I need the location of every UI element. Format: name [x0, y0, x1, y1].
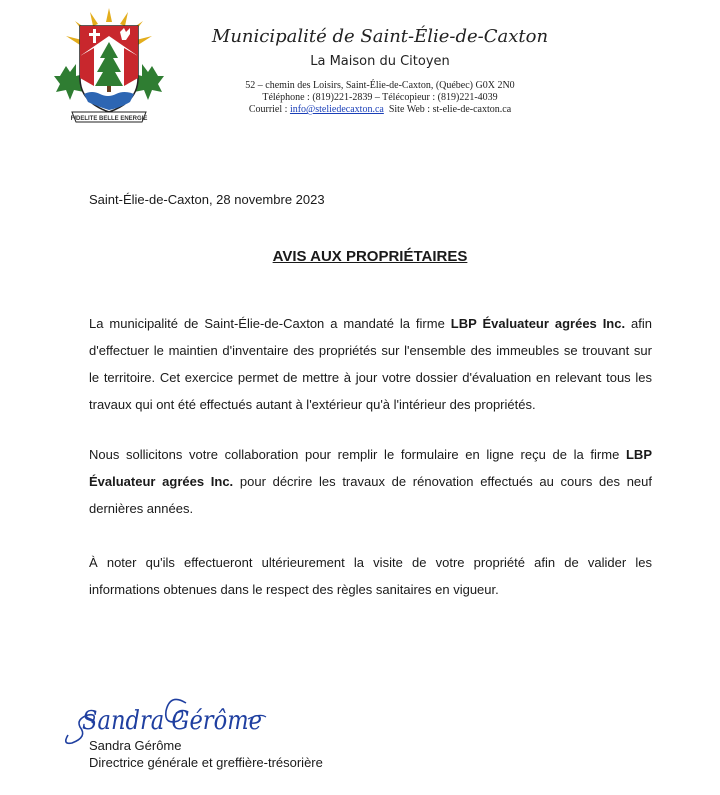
crest-svg — [50, 6, 168, 126]
phone-line: Téléphone : (819)221-2839 – Télécopieur : (819)221-4039 — [262, 92, 498, 103]
website-text: st-elie-de-caxton.ca — [432, 104, 512, 115]
website-label: Site Web : — [388, 104, 431, 115]
tree-trunk — [107, 86, 111, 92]
p1-text-before: La municipalité de Saint-Élie-de-Caxton a mandaté la firme — [89, 316, 445, 331]
address-line: 52 – chemin des Loisirs, Saint-Élie-de-Caxton, (Québec) G0X 2N0 — [245, 80, 515, 91]
signatory-role: Directrice générale et greffière-trésorière — [89, 755, 323, 770]
paragraph-visit: À noter qu'ils effectueront ultérieurement la visite de votre propriété afin de valider les informations obtenues dans le respect des règles sanitaires en vigueur. — [89, 555, 652, 597]
signatory-name: Sandra Gérôme — [89, 738, 182, 753]
cross-horizontal — [89, 33, 100, 36]
letter-date: Saint-Élie-de-Caxton, 28 novembre 2023 — [89, 192, 325, 207]
firm-name: LBP Évaluateur agrées Inc. — [450, 316, 626, 331]
email-link[interactable]: info@steliedecaxton.ca — [289, 104, 384, 115]
p2-text-after: pour décrire les travaux de rénovation effectués au cours des neuf dernières années. — [89, 474, 652, 516]
letterhead — [200, 26, 560, 116]
organization-subtitle: La Maison du Citoyen — [310, 54, 450, 69]
email-label: Courriel : — [248, 104, 288, 115]
crest-motto-text: FIDELITE BELLE ENERGIE — [70, 116, 148, 122]
paragraph-mandate — [89, 310, 652, 418]
contact-line — [200, 104, 560, 116]
p1-text-after: afin d'effectuer le maintien d'inventaire des propriétés sur l'ensemble des immeubles se trouvant sur le territoire. Cet exercice permet de mettre à jour votre dossier d'évaluation en relevant tous les travaux qui ont été effectués autant à l'extérieur qu'à l'intérieur des propriétés. — [89, 316, 653, 412]
letter-title: AVIS AUX PROPRIÉTAIRES — [272, 248, 468, 265]
p2-text-before: Nous sollicitons votre collaboration pour remplir le formulaire en ligne reçu de la firme — [89, 447, 620, 462]
organization-name: Municipalité de Saint-Élie-de-Caxton — [211, 26, 549, 47]
municipal-crest-logo — [50, 6, 168, 126]
firm-name-2: LBP Évaluateur agrées Inc. — [89, 447, 652, 489]
signature-script: Sandra Gérôme — [82, 706, 262, 736]
paragraph-collaboration — [89, 441, 652, 522]
